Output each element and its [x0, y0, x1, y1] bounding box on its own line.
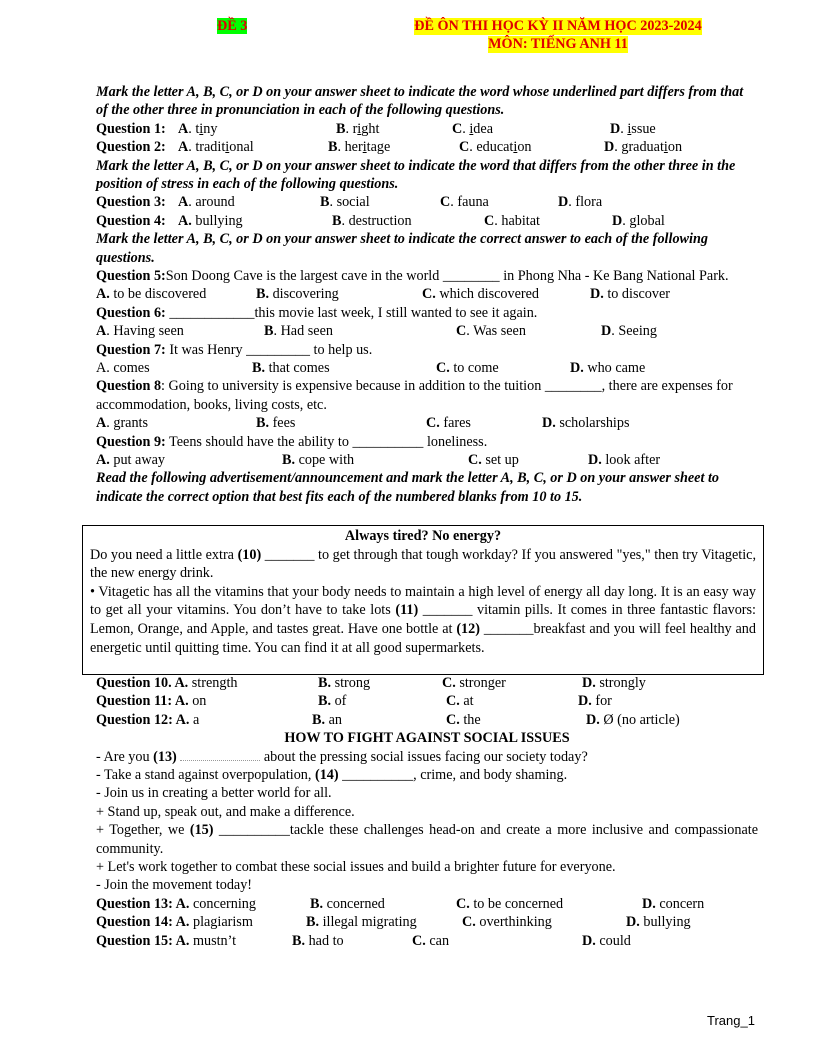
q6-option-a: A. Having seen — [96, 323, 184, 340]
q8-option-c: C. fares — [426, 415, 471, 432]
q14-option-c: C. overthinking — [462, 914, 552, 931]
q7-option-c: C. to come — [436, 359, 499, 376]
q1-option-a: A. tiny — [178, 120, 218, 137]
q1-option-d: D. issue — [610, 120, 656, 137]
question-5-options — [96, 285, 758, 303]
q9-option-d: D. look after — [588, 451, 661, 468]
question-13: Question 13: A. concerning B. concerned C. to be concerned D. concern — [96, 895, 705, 912]
question-7-stem: Question 7: It was Henry _________ to help us. — [96, 341, 373, 358]
page-number: Trang_1 — [707, 1013, 755, 1028]
q10-option-c: C. stronger — [442, 675, 506, 691]
exam-title: ĐỀ ÔN THI HỌC KỲ II NĂM HỌC 2023-2024 — [414, 18, 702, 34]
question-14: Question 14: A. plagiarism B. illegal migrating C. overthinking D. bullying — [96, 914, 691, 931]
q14-option-d: D. bullying — [626, 914, 691, 931]
q4-option-d: D. global — [612, 212, 665, 229]
social-line-3: - Join us in creating a better world for all. — [96, 785, 332, 802]
question-10: Question 10. A. strength B. strong C. stronger D. strongly — [96, 675, 646, 691]
q6-option-c: C. Was seen — [456, 323, 526, 340]
q5-option-d: D. to discover — [590, 286, 670, 303]
question-12: Question 12: A. a B. an C. the D. Ø (no article) — [96, 711, 680, 728]
q11-option-d: D. for — [578, 693, 612, 710]
question-3: Question 3: A. around B. social C. fauna D. flora — [96, 194, 603, 211]
q5-option-b: B. discovering — [256, 286, 339, 303]
question-9-stem: Question 9: Teens should have the ability to __________ loneliness. — [96, 433, 488, 450]
q5-option-a: A. to be discovered — [96, 286, 207, 303]
question-7-options — [96, 359, 758, 377]
q2-option-c: C. education — [459, 139, 532, 156]
q9-option-b: B. cope with — [282, 451, 355, 468]
q7-option-a: A. comes — [96, 359, 150, 376]
q15-option-d: D. could — [582, 932, 631, 949]
q1-option-c: C. idea — [452, 120, 493, 137]
section4-instruction: Read the following advertisement/announcement and mark the letter A, B, C, or D on your answer sheet to indicate the correct option that best fits each of the numbered blanks from 10 to 15. — [96, 470, 719, 505]
q15-option-b: B. had to — [292, 932, 344, 949]
q1-option-b: B. right — [336, 120, 380, 137]
question-8-stem: Question 8: Going to university is expensive because in addition to the tuition ________, there are expenses for accommodation, books, living costs, etc. — [96, 378, 733, 413]
section3-instruction: Mark the letter A, B, C, or D on your answer sheet to indicate the correct answer to each of the following questions. — [96, 231, 708, 266]
q14-option-b: B. illegal migrating — [306, 914, 417, 931]
question-1: Question 1: A. tiny B. right C. idea D. issue — [96, 120, 656, 137]
q3-option-c: C. fauna — [440, 194, 489, 211]
q11-option-b: B. of — [318, 693, 347, 710]
q4-option-a: A. bullying — [178, 212, 243, 229]
social-line-6: + Let's work together to combat these social issues and build a brighter future for everyone. — [96, 858, 616, 875]
advertisement-box — [82, 525, 764, 675]
question-11: Question 11: A. on B. of C. at D. for — [96, 693, 612, 710]
q7-option-d: D. who came — [570, 359, 646, 376]
question-5-stem: Question 5:Son Doong Cave is the largest cave in the world ________ in Phong Nha - Ke Bang National Park. — [96, 268, 729, 284]
question-9-options — [96, 451, 758, 469]
q6-option-d: D. Seeing — [601, 323, 657, 340]
social-line-7: - Join the movement today! — [96, 877, 253, 894]
advertisement-paragraph-1: Do you need a little extra (10) _______ to get through that tough workday? If you answered "yes," then try Vitagetic, the new energy drink. — [90, 546, 757, 582]
q13-option-c: C. to be concerned — [456, 895, 564, 912]
q13-option-b: B. concerned — [310, 895, 385, 912]
q12-option-c: C. the — [446, 711, 481, 728]
social-line-4: + Stand up, speak out, and make a difference. — [96, 803, 355, 820]
q2-option-d: D. graduation — [604, 139, 683, 156]
social-line-1: - Are you (13) about the pressing social issues facing our society today? — [96, 748, 588, 765]
q12-option-b: B. an — [312, 711, 342, 728]
q13-option-d: D. concern — [642, 895, 705, 912]
q5-option-c: C. which discovered — [422, 286, 540, 303]
question-4: Question 4: A. bullying B. destruction C. habitat D. global — [96, 212, 665, 229]
social-line-2: - Take a stand against overpopulation, (14) __________, crime, and body shaming. — [96, 766, 568, 783]
q3-option-d: D. flora — [558, 194, 603, 211]
section2-instruction: Mark the letter A, B, C, or D on your answer sheet to indicate the word that differs from the other three in the position of stress in each of the following questions. — [96, 157, 736, 192]
q12-option-d: D. Ø (no article) — [586, 711, 680, 728]
advertisement-title: Always tired? No energy? — [344, 528, 502, 544]
q4-option-b: B. destruction — [332, 212, 412, 229]
q8-option-b: B. fees — [256, 415, 296, 432]
q8-option-a: A. grants — [96, 415, 149, 432]
exam-content — [96, 83, 758, 506]
social-line-5: + Together, we (15) __________tackle these challenges head-on and create a more inclusive and compassionate community. — [96, 822, 758, 857]
advertisement-paragraph-2: • Vitagetic has all the vitamins that your body needs to maintain a high level of energy all day long. It is an easy way to get all your vitamins. You don’t have to take lots (11) _______ vitamin pills. It comes in three fantastic flavors: Lemon, Orange, and Apple, and tastes great. Have one bottle at (12) _______breakfast and you will feel healthy and energetic until quitting time. You can find it at all good supermarkets. — [90, 583, 756, 656]
question-15: Question 15: A. mustn’t B. had to C. can D. could — [96, 932, 631, 949]
q9-option-a: A. put away — [96, 451, 165, 468]
question-6-options — [96, 322, 758, 340]
exam-code: ĐỀ 3 — [217, 18, 248, 34]
q3-option-b: B. social — [320, 194, 370, 211]
question-8-options — [96, 414, 758, 432]
q10-option-d: D. strongly — [582, 675, 646, 691]
q7-option-b: B. that comes — [252, 359, 330, 376]
section1-instruction: Mark the letter A, B, C, or D on your answer sheet to indicate the word whose underlined part differs from that of the other three in pronunciation in each of the following questions. — [96, 84, 744, 119]
q2-option-a: A. traditional — [178, 139, 254, 156]
exam-content-lower — [96, 674, 758, 950]
q3-option-a: A. around — [178, 194, 235, 211]
q10-option-b: B. strong — [318, 675, 371, 691]
social-issues-heading: HOW TO FIGHT AGAINST SOCIAL ISSUES — [284, 730, 570, 747]
q11-option-c: C. at — [446, 693, 474, 710]
blank-13 — [180, 748, 260, 761]
q8-option-d: D. scholarships — [542, 415, 630, 432]
question-6-stem: Question 6: ____________this movie last week, I still wanted to see it again. — [96, 304, 538, 321]
q15-option-c: C. can — [412, 932, 450, 949]
q9-option-c: C. set up — [468, 451, 519, 468]
exam-subject: MÔN: TIẾNG ANH 11 — [488, 36, 628, 52]
q2-option-b: B. heritage — [328, 139, 391, 156]
q6-option-b: B. Had seen — [264, 323, 333, 340]
question-2: Question 2: A. traditional B. heritage C. education D. graduation — [96, 139, 683, 156]
q4-option-c: C. habitat — [484, 212, 540, 229]
